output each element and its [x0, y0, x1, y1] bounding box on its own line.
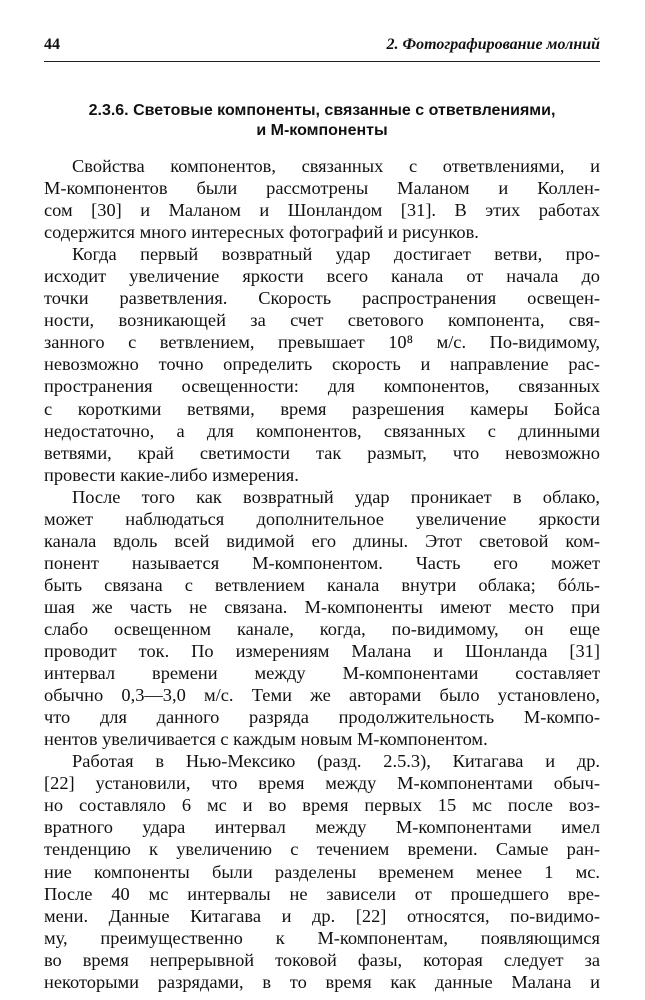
chapter-title: 2. Фотографирование молний	[386, 36, 600, 53]
text-line: слабо освещенном канале, когда, по-видимому, он еще	[44, 618, 600, 639]
text-line: шая же часть не связана. M-компоненты имеют место при	[44, 596, 600, 617]
text-line: недостаточно, а для компонентов, связанных с длинными	[44, 420, 600, 441]
text-line: нентов увеличивается с каждым новым M-компонентом.	[44, 729, 488, 750]
text-line: ности, возникающей за счет светового компонента, свя-	[44, 310, 600, 331]
text-line: [22] установили, что время между M-компонентами обыч-	[44, 773, 600, 794]
text-line: точки разветвления. Скорость распространения освещен-	[44, 288, 600, 309]
text-line: пространения освещенности: для компонентов, связанных	[44, 376, 600, 397]
text-line: понент называется M-компонентом. Часть его может	[44, 552, 600, 573]
text-line: вратного удара интервал между M-компонентами имел	[44, 817, 600, 838]
text-line: интервал времени между M-компонентами составляет	[44, 663, 600, 684]
text-line: некоторыми разрядами, в то время как данные Малана и	[44, 971, 600, 992]
text-line: Когда первый возвратный удар достигает ветви, про-	[72, 244, 600, 265]
section-heading-line: 2.3.6. Световые компоненты, связанные с ответвлениями,	[88, 102, 556, 119]
text-line: проводит ток. По измерениям Малана и Шонланда [31]	[44, 641, 600, 662]
text-line: После 40 мс интервалы не зависели от прошедшего вре-	[44, 883, 600, 904]
text-line: тенденцию к увеличению с течением времени. Самые ран-	[44, 839, 600, 860]
page-number: 44	[44, 36, 60, 53]
text-line: M-компонентов были рассмотрены Маланом и Коллен-	[44, 178, 600, 199]
text-line: канала вдоль всей видимой его длины. Этот световой ком-	[44, 530, 600, 551]
text-line: содержится много интересных фотографий и рисунков.	[44, 222, 479, 243]
text-line: занного с ветвлением, превышает 10⁸ м/с. По-видимому,	[44, 332, 600, 353]
running-header	[44, 36, 600, 64]
text-line: но составляло 6 мс и во время первых 15 мс после воз-	[44, 795, 600, 816]
body-text	[44, 155, 600, 993]
section-heading-line: и M-компоненты	[256, 122, 388, 139]
text-line: Работая в Нью-Мексико (разд. 2.5.3), Китагава и др.	[72, 751, 600, 772]
text-line: невозможно точно определить скорость и направление рас-	[44, 354, 600, 375]
text-line: во время непрерывной токовой фазы, которая следует за	[44, 949, 600, 970]
text-line: исходит увеличение яркости всего канала от начала до	[44, 266, 600, 287]
text-line: сом [30] и Маланом и Шонландом [31]. В этих работах	[44, 200, 600, 221]
text-line: что для данного разряда продолжительность M-компо-	[44, 707, 600, 728]
text-line: быть связана с ветвлением канала внутри облака; бóль-	[44, 574, 600, 595]
text-line: может наблюдаться дополнительное увеличение яркости	[44, 508, 600, 529]
text-line: с короткими ветвями, время разрешения камеры Бойса	[44, 398, 600, 419]
header-rule	[44, 61, 600, 62]
text-line: му, преимущественно к M-компонентам, появляющимся	[44, 927, 600, 948]
text-line: провести какие-либо измерения.	[44, 464, 299, 485]
section-heading	[44, 101, 600, 141]
text-line: мени. Данные Китагава и др. [22] относятся, по-видимо-	[44, 905, 600, 926]
text-line: обычно 0,3—3,0 м/с. Теми же авторами было установлено,	[44, 685, 600, 706]
text-line: Свойства компонентов, связанных с ответвлениями, и	[72, 156, 600, 176]
text-line: ветвями, край светимости так размыт, что невозможно	[44, 442, 600, 463]
text-line: После того как возвратный удар проникает в облако,	[72, 486, 600, 507]
text-line: ние компоненты были разделены временем менее 1 мс.	[44, 861, 600, 882]
